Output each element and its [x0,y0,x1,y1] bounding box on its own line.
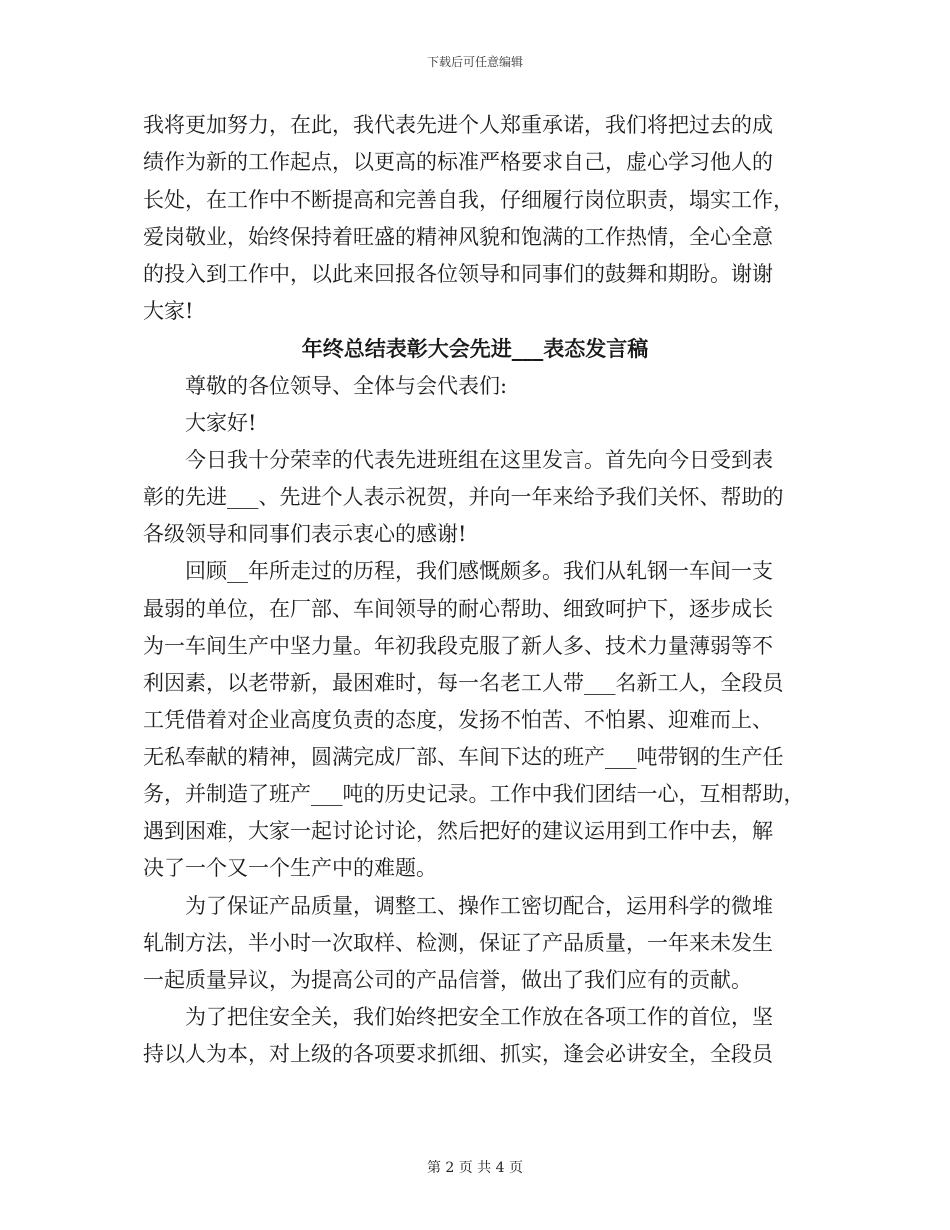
body-line: 回顾__年所走过的历程，我们感慨颇多。我们从轧钢一车间一支 [143,559,773,583]
body-line: 绩作为新的工作起点，以更高的标准严格要求自己，虚心学习他人的 [143,150,773,174]
body-line: 各级领导和同事们表示衷心的感谢! [143,522,467,546]
page-header: 下载后可任意编辑 [426,55,523,69]
body-line: 持以人为本，对上级的各项要求抓细、抓实，逢会必讲安全，全段员 [143,1042,773,1066]
body-line: 最弱的单位，在厂部、车间领导的耐心帮助、细致呵护下，逐步成长 [143,597,773,621]
body-line: 爱岗敬业，始终保持着旺盛的精神风貌和饱满的工作热情，全心全意 [143,225,773,249]
body-line: 利因素，以老带新，最困难时，每一名老工人带___名新工人，全段员 [143,671,784,695]
body-line: 无私奉献的精神，圆满完成厂部、车间下达的班产___吨带钢的生产任 [143,745,784,769]
body-line: 为一车间生产中坚力量。年初我段克服了新人多、技术力量薄弱等不 [143,634,773,658]
body-line: 我将更加努力，在此，我代表先进个人郑重承诺，我们将把过去的成 [143,113,773,137]
section-title: 年终总结表彰大会先进___表态发言稿 [301,336,649,361]
body-line: 彰的先进___、先进个人表示祝贺，并向一年来给予我们关怀、帮助的 [143,485,784,509]
body-line: 工凭借着对企业高度负责的态度，发扬不怕苦、不怕累、迎难而上、 [143,708,773,732]
body-line: 遇到困难，大家一起讨论讨论，然后把好的建议运用到工作中去，解 [143,819,773,843]
body-line: 决了一个又一个生产中的难题。 [143,856,437,880]
body-line: 今日我十分荣幸的代表先进班组在这里发言。首先向今日受到表 [143,448,773,472]
page-footer: 第 2 页 共 4 页 [426,1160,524,1176]
body-line: 轧制方法，半小时一次取样、检测，保证了产品质量，一年来未发生 [143,931,773,955]
body-line: 长处，在工作中不断提高和完善自我，仔细履行岗位职责，塌实工作， [143,188,794,212]
body-line: 为了把住安全关，我们始终把安全工作放在各项工作的首位，坚 [143,1005,773,1029]
body-line: 为了保证产品质量，调整工、操作工密切配合，运用科学的微堆 [143,894,773,918]
body-line: 大家好! [143,411,257,435]
body-line: 一起质量异议，为提高公司的产品信誉，做出了我们应有的贡献。 [143,968,752,992]
body-line: 的投入到工作中，以此来回报各位领导和同事们的鼓舞和期盼。谢谢 [143,262,773,286]
body-line: 尊敬的各位领导、全体与会代表们: [143,374,508,398]
body-line: 务，并制造了班产___吨的历史记录。工作中我们团结一心，互相帮助， [143,782,805,806]
body-line: 大家! [143,299,194,323]
